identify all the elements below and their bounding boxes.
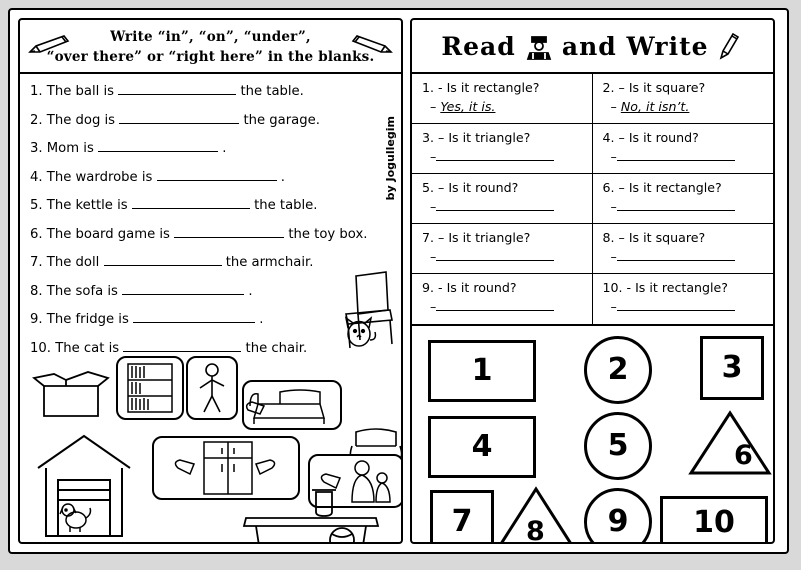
pencil-icon <box>26 32 72 58</box>
answer-text: No, it isn’t. <box>620 99 690 114</box>
answer-blank[interactable] <box>123 340 241 352</box>
shape-rectangle-1 <box>428 340 536 402</box>
answer-blank[interactable] <box>119 112 239 124</box>
list-item <box>30 169 391 185</box>
list-item <box>30 140 391 156</box>
shape-label: 4 <box>471 429 493 464</box>
question-number: 10. <box>602 280 623 295</box>
answer-text: Yes, it is. <box>440 99 496 114</box>
item-text-before: The doll <box>46 255 100 270</box>
shape-label: 7 <box>451 504 473 539</box>
item-text-before: The fridge is <box>46 312 129 327</box>
question-cell <box>412 174 593 224</box>
list-item <box>30 197 391 213</box>
question-number: 9. <box>422 280 435 295</box>
answer-blank[interactable] <box>436 249 554 261</box>
list-item <box>30 226 391 242</box>
item-text-after: the garage. <box>243 112 320 128</box>
question-body: – Is it square? <box>618 230 706 245</box>
item-text-after: the chair. <box>245 340 308 356</box>
shapes-area <box>412 326 773 544</box>
answer-blank[interactable] <box>617 249 735 261</box>
shape-label: 1 <box>471 353 493 388</box>
left-instructions-header <box>20 20 401 74</box>
answer-blank[interactable] <box>436 299 554 311</box>
instructions-line-1: Write “in”, “on”, “under”, <box>110 29 311 45</box>
cardboard-box-clipart <box>32 368 112 420</box>
sofa-clipart <box>242 380 342 430</box>
question-text <box>422 280 584 295</box>
pencil-icon <box>349 32 395 58</box>
item-text-after: . <box>222 141 227 156</box>
answer-blank[interactable] <box>122 283 244 295</box>
table-with-kettle-and-ball-clipart <box>216 482 396 544</box>
item-number: 10. <box>30 340 51 356</box>
item-text-after: . <box>280 169 285 185</box>
item-text-before: The ball is <box>46 84 115 99</box>
worksheet-sheet <box>8 8 789 554</box>
shape-rectangle-10 <box>660 496 768 544</box>
question-number: 3. <box>422 130 435 145</box>
question-cell <box>412 224 593 274</box>
item-text-after: . <box>248 283 253 299</box>
item-text-after: . <box>259 312 264 327</box>
answer-line[interactable]: – <box>603 149 766 164</box>
answer-blank[interactable] <box>104 254 222 266</box>
instructions-line-2: “over there” or “right here” in the blanks. <box>46 49 375 65</box>
item-text-before: The kettle is <box>46 198 128 213</box>
question-body: – Is it square? <box>618 80 706 95</box>
question-number: 6. <box>602 180 615 195</box>
item-text-before: The dog is <box>46 112 116 128</box>
question-text <box>422 180 584 195</box>
item-text-after: the table. <box>254 198 318 213</box>
question-text <box>422 80 584 95</box>
answer-blank[interactable] <box>174 226 284 238</box>
shape-label: 3 <box>721 350 743 385</box>
question-body: – Is it round? <box>438 180 519 195</box>
answer-line[interactable]: – <box>422 149 584 164</box>
shape-label: 6 <box>734 440 753 471</box>
answer-blank[interactable] <box>617 299 735 311</box>
author-credit: by Jogullegim <box>384 116 397 201</box>
question-cell <box>593 74 774 124</box>
answer-line[interactable]: – No, it isn’t. <box>610 99 690 114</box>
question-body: - Is it round? <box>438 280 517 295</box>
answer-line[interactable]: – <box>422 249 584 264</box>
right-title-header <box>412 20 773 74</box>
item-text-before: The board game is <box>46 226 170 242</box>
answer-line[interactable]: – <box>422 199 584 214</box>
question-body: - Is it rectangle? <box>626 280 728 295</box>
shape-label: 10 <box>693 505 735 540</box>
answer-blank[interactable] <box>436 199 554 211</box>
question-text <box>422 230 584 245</box>
cat-clipart <box>340 310 378 350</box>
answer-blank[interactable] <box>617 149 735 161</box>
answer-blank[interactable] <box>436 149 554 161</box>
list-item <box>30 254 391 270</box>
answer-line[interactable]: – <box>422 299 584 314</box>
shape-label: 9 <box>607 504 629 539</box>
question-cell <box>412 274 593 324</box>
shape-circle-2 <box>584 336 652 404</box>
question-number: 1. <box>422 80 435 95</box>
item-text-before: Mom is <box>46 141 94 156</box>
question-cell <box>412 74 593 124</box>
answer-line[interactable]: – <box>603 199 766 214</box>
question-cell <box>593 224 774 274</box>
garage-with-dog-clipart <box>32 428 136 544</box>
item-number: 3. <box>30 141 43 156</box>
shape-triangle-8 <box>496 486 576 544</box>
item-number: 8. <box>30 283 43 299</box>
item-number: 2. <box>30 112 43 128</box>
question-text <box>603 280 766 295</box>
question-text <box>422 130 584 145</box>
question-number: 5. <box>422 180 435 195</box>
answer-blank[interactable] <box>98 140 218 152</box>
left-column <box>18 18 403 544</box>
person-standing-clipart <box>186 356 238 420</box>
shape-square-7 <box>430 490 494 544</box>
item-number: 9. <box>30 312 43 327</box>
item-number: 7. <box>30 255 43 270</box>
shape-rectangle-4 <box>428 416 536 478</box>
question-number: 7. <box>422 230 435 245</box>
item-text-after: the toy box. <box>288 226 368 242</box>
answer-blank[interactable] <box>617 199 735 211</box>
item-text-before: The cat is <box>55 340 120 356</box>
shape-circle-9 <box>584 488 652 544</box>
bookshelf-clipart <box>116 356 184 420</box>
answer-blank[interactable] <box>118 83 236 95</box>
item-number: 4. <box>30 169 43 185</box>
list-item <box>30 83 391 99</box>
list-item <box>30 112 391 128</box>
item-text-after: the armchair. <box>225 255 314 270</box>
question-text <box>603 180 766 195</box>
answer-blank[interactable] <box>133 311 255 323</box>
question-grid <box>412 74 773 326</box>
answer-blank[interactable] <box>157 169 277 181</box>
item-text-before: The wardrobe is <box>46 169 153 185</box>
question-body: - Is it rectangle? <box>438 80 540 95</box>
answer-blank[interactable] <box>132 197 250 209</box>
question-number: 4. <box>602 130 615 145</box>
shape-label: 8 <box>526 516 545 544</box>
answer-line[interactable]: – <box>603 249 766 264</box>
question-body: – Is it rectangle? <box>618 180 722 195</box>
shape-triangle-6 <box>688 410 772 476</box>
title-read: Read <box>441 31 516 61</box>
shape-square-3 <box>700 336 764 400</box>
shape-label: 2 <box>607 352 629 387</box>
answer-line[interactable]: – Yes, it is. <box>430 99 496 114</box>
question-number: 2. <box>602 80 615 95</box>
question-text <box>603 230 766 245</box>
item-number: 6. <box>30 226 43 242</box>
question-text <box>603 130 766 145</box>
question-cell <box>593 274 774 324</box>
item-text-after: the table. <box>240 84 304 99</box>
question-body: – Is it triangle? <box>438 230 531 245</box>
item-number: 5. <box>30 198 43 213</box>
question-cell <box>593 124 774 174</box>
reading-person-icon <box>524 31 554 61</box>
question-body: – Is it triangle? <box>438 130 531 145</box>
right-column <box>410 18 775 544</box>
question-number: 8. <box>602 230 615 245</box>
pencil-icon <box>717 32 741 60</box>
question-cell <box>412 124 593 174</box>
item-number: 1. <box>30 84 43 99</box>
question-text <box>603 80 766 95</box>
question-cell <box>593 174 774 224</box>
answer-line[interactable]: – <box>603 299 766 314</box>
question-body: – Is it round? <box>618 130 699 145</box>
shape-label: 5 <box>607 428 629 463</box>
title-and-write: and Write <box>561 31 709 61</box>
shape-circle-5 <box>584 412 652 480</box>
item-text-before: The sofa is <box>46 283 118 299</box>
